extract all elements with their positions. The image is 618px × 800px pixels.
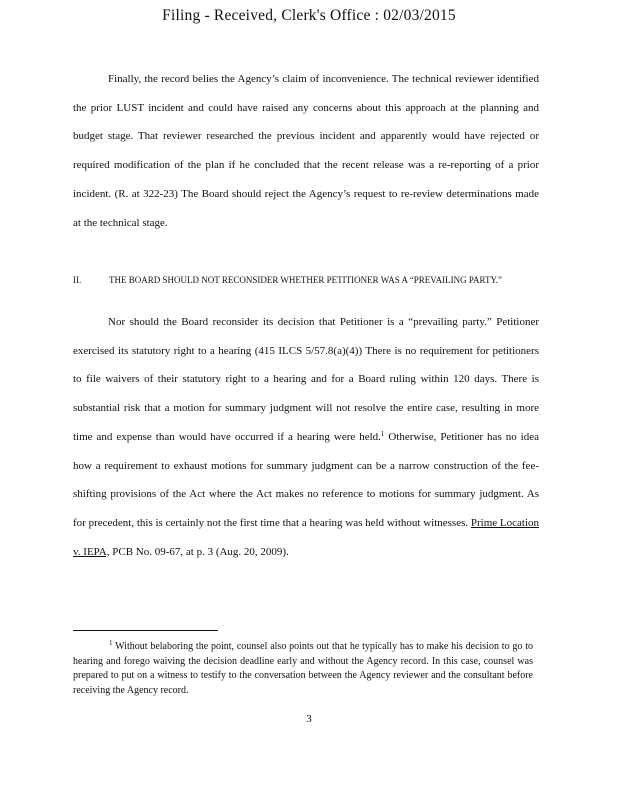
footnote bbox=[73, 640, 533, 698]
filing-stamp: Filing - Received, Clerk's Office : 02/03/2015 bbox=[162, 7, 456, 24]
paragraph-2-part-3: PCB No. 09-67, at p. 3 (Aug. 20, 2009). bbox=[109, 545, 289, 558]
footnote-divider bbox=[73, 630, 218, 631]
section-heading bbox=[73, 274, 539, 287]
page-number: 3 bbox=[306, 713, 312, 725]
case-citation: Prime Location v. IEPA, bbox=[73, 516, 540, 558]
paragraph-2 bbox=[73, 308, 539, 566]
footnote-marker: 1 bbox=[109, 639, 113, 647]
footnote-text: Without belaboring the point, counsel also points out that he typically has to make his decision to go to hearing and forego waiving the decision deadline early and without the Agency record. In this case, counsel was prepared to put on a witness to testify to the conversation between the Agency reviewer and the consultant before receiving the Agency record. bbox=[73, 641, 533, 696]
section-title: THE BOARD SHOULD NOT RECONSIDER WHETHER PETITIONER WAS A “PREVAILING PARTY.” bbox=[109, 275, 503, 285]
footnote-reference: 1 bbox=[380, 429, 385, 438]
paragraph-2-part-2: Otherwise, Petitioner has no idea how a requirement to exhaust motions for summary judgment can be a narrow construction of the fee-shifting provisions of the Act where the Act makes no reference to motions for summary judgment. As for precedent, this is certainly not the first time that a hearing was held without witnesses. bbox=[73, 430, 539, 529]
paragraph-1: Finally, the record belies the Agency’s claim of inconvenience. The technical reviewer identified the prior LUST incident and could have raised any concerns about this approach at the planning and budget stage. That reviewer researched the previous incident and apparently would have rejected or required modification of the plan if he concluded that the recent release was a re-reporting of a prior incident. (R. at 322-23) The Board should reject the Agency’s request to re-review determinations made at the technical stage. bbox=[73, 73, 539, 229]
section-number: II. bbox=[73, 275, 82, 285]
paragraph-2-part-1: Nor should the Board reconsider its decision that Petitioner is a “prevailing party.” Petitioner exercised its statutory right to a hearing (415 ILCS 5/57.8(a)(4)) There is no requirement for petitioners to file waivers of their statutory right to a hearing and for a Board ruling within 120 days. There is substantial risk that a motion for summary judgment will not resolve the entire case, resulting in more time and expense than would have occurred if a hearing were held. bbox=[73, 316, 539, 443]
